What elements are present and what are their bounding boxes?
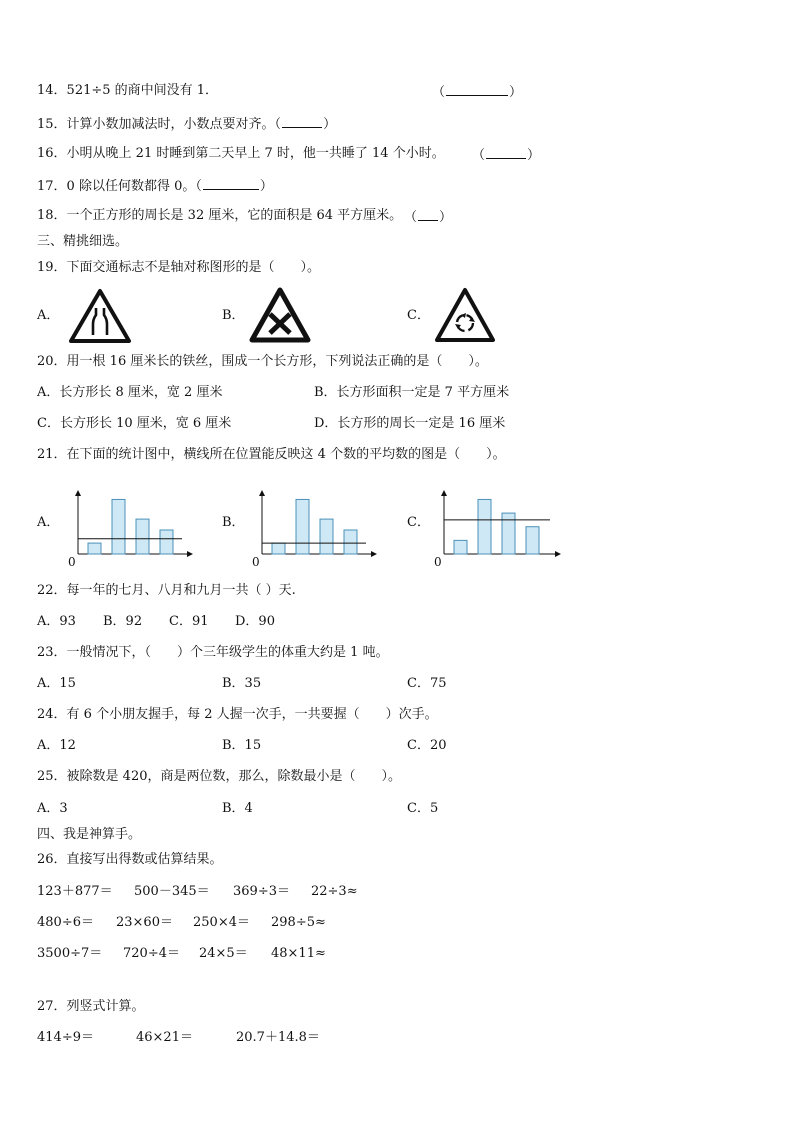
- q22-text: 每一年的七月、八月和九月一共（ ）天.: [66, 583, 296, 598]
- calc-item: 22÷3≈: [311, 884, 358, 899]
- q18-paren-open: （: [404, 210, 418, 225]
- calc-item: 480÷6＝: [37, 915, 94, 930]
- q16-blank[interactable]: [486, 146, 526, 159]
- calc-item: 500－345＝: [134, 884, 210, 899]
- y-axis-arrow: [441, 490, 447, 496]
- q26-num: 26．: [37, 852, 67, 867]
- q24-option-a[interactable]: A．12: [37, 738, 76, 753]
- calc-item: 414÷9＝: [37, 1030, 94, 1045]
- q14-paren-open: （: [432, 85, 446, 100]
- question-25: [37, 769, 401, 785]
- q16-paren-open: （: [472, 148, 486, 163]
- question-24: [37, 707, 438, 723]
- q22-option-b[interactable]: B．92: [103, 614, 143, 629]
- calc-item: 20.7＋14.8＝: [236, 1030, 320, 1045]
- q20-num: 20．: [37, 354, 67, 369]
- question-26: [37, 852, 223, 868]
- calc-item: 23×60＝: [116, 915, 173, 930]
- chart-bar: [112, 499, 125, 554]
- calc-item: 123＋877＝: [37, 884, 113, 899]
- chart-bar: [344, 530, 357, 554]
- origin-label: 0: [434, 555, 442, 568]
- x-axis-arrow: [187, 551, 193, 557]
- q18-num: 18．: [37, 208, 67, 223]
- chart-c-svg: [432, 486, 564, 568]
- q15-blank[interactable]: [282, 115, 322, 128]
- question-16: [37, 146, 445, 162]
- x-axis-arrow: [555, 551, 561, 557]
- q21-option-b[interactable]: B．: [222, 515, 245, 530]
- chart-a-svg: [66, 486, 196, 568]
- q16-num: 16．: [37, 146, 67, 161]
- q21-num: 21．: [37, 447, 67, 462]
- calc-item: 720÷4＝: [123, 946, 180, 961]
- q26-text: 直接写出得数或估算结果。: [66, 852, 223, 867]
- section-3-heading: 三、精挑细选。: [37, 234, 129, 249]
- q16-text: 小明从晚上 21 时睡到第二天早上 7 时，他一共睡了 14 个小时。: [66, 146, 445, 161]
- q25-option-b[interactable]: B．4: [222, 801, 253, 816]
- q15-text: 计算小数加减法时，小数点要对齐。（: [66, 117, 282, 132]
- calc-item: 369÷3＝: [233, 884, 290, 899]
- q19-text: 下面交通标志不是轴对称图形的是（ ）。: [66, 260, 321, 275]
- question-18: [37, 208, 402, 224]
- q23-num: 23．: [37, 645, 67, 660]
- q14-blank[interactable]: [446, 83, 508, 96]
- q20-option-b[interactable]: B．长方形面积一定是 7 平方厘米: [314, 385, 510, 400]
- question-19: [37, 260, 320, 276]
- q25-option-a[interactable]: A．3: [37, 801, 68, 816]
- question-15: [37, 115, 336, 133]
- q21-text: 在下面的统计图中，横线所在位置能反映这 4 个数的平均数的图是（ ）。: [66, 447, 506, 462]
- q17-text: 0 除以任何数都得 0。（: [66, 179, 202, 194]
- q17-num: 17．: [37, 179, 67, 194]
- q23-option-b[interactable]: B．35: [222, 676, 262, 691]
- calc-item: 298÷5≈: [271, 915, 326, 930]
- q19-option-c[interactable]: C．: [407, 308, 430, 323]
- chart-b: [250, 486, 380, 572]
- q16-paren-close: ）: [527, 148, 541, 163]
- chart-bar: [526, 527, 539, 554]
- q16-answer: [472, 146, 540, 164]
- q24-text: 有 6 个小朋友握手，每 2 人握一次手，一共要握（ ）次手。: [66, 707, 438, 722]
- y-axis-arrow: [75, 490, 81, 496]
- question-20: [37, 354, 488, 370]
- q17-paren-close: ）: [259, 179, 273, 194]
- y-axis-arrow: [259, 490, 265, 496]
- x-axis-arrow: [371, 551, 377, 557]
- q20-option-a[interactable]: A．长方形长 8 厘米，宽 2 厘米: [37, 385, 223, 400]
- calc-item: 46×21＝: [136, 1030, 193, 1045]
- q22-option-c[interactable]: C．91: [169, 614, 209, 629]
- q25-text: 被除数是 420，商是两位数，那么，除数最小是（ ）。: [66, 769, 401, 784]
- q18-paren-close: ）: [439, 210, 453, 225]
- roundabout-sign-icon: [434, 287, 496, 347]
- q14-text: 521÷5 的商中间没有 1．: [66, 83, 219, 98]
- chart-bar: [136, 519, 149, 554]
- calc-item: 3500÷7＝: [37, 946, 103, 961]
- chart-bar: [454, 540, 467, 554]
- q23-option-c[interactable]: C．75: [407, 676, 447, 691]
- question-21: [37, 447, 506, 463]
- question-17: [37, 177, 273, 195]
- origin-label: 0: [68, 555, 76, 568]
- chart-b-svg: [250, 486, 380, 568]
- question-27: [37, 999, 145, 1015]
- q18-blank[interactable]: [418, 208, 438, 221]
- crossroads-x-sign-icon: [249, 287, 311, 347]
- question-22: [37, 583, 296, 599]
- q24-num: 24．: [37, 707, 67, 722]
- chart-bar: [88, 543, 101, 554]
- origin-label: 0: [252, 555, 260, 568]
- chart-bar: [478, 499, 491, 554]
- chart-bar: [502, 513, 515, 554]
- chart-bar: [160, 530, 173, 554]
- q22-option-d[interactable]: D．90: [235, 614, 275, 629]
- q15-num: 15．: [37, 117, 67, 132]
- q23-option-a[interactable]: A．15: [37, 676, 76, 691]
- q25-num: 25．: [37, 769, 67, 784]
- q15-paren-close: ）: [323, 117, 337, 132]
- q24-option-c[interactable]: C．20: [407, 738, 447, 753]
- calc-item: 48×11≈: [271, 946, 326, 961]
- q14-answer: [432, 83, 522, 101]
- q20-option-c[interactable]: C．长方形长 10 厘米，宽 6 厘米: [37, 416, 232, 431]
- chart-c: [432, 486, 564, 572]
- q22-num: 22．: [37, 583, 67, 598]
- q14-num: 14．: [37, 83, 67, 98]
- q21-option-c[interactable]: C．: [407, 515, 430, 530]
- chart-bar: [320, 519, 333, 554]
- section-4-heading: 四、我是神算手。: [37, 827, 142, 842]
- q21-option-a[interactable]: A．: [37, 515, 60, 530]
- q18-text: 一个正方形的周长是 32 厘米，它的面积是 64 平方厘米。: [66, 208, 403, 223]
- q25-option-c[interactable]: C．5: [407, 801, 439, 816]
- q14-paren-close: ）: [509, 85, 523, 100]
- q17-blank[interactable]: [203, 177, 259, 190]
- q24-option-b[interactable]: B．15: [222, 738, 262, 753]
- q27-text: 列竖式计算。: [66, 999, 145, 1014]
- q27-num: 27．: [37, 999, 67, 1014]
- q19-option-b[interactable]: B．: [222, 308, 245, 323]
- question-23: [37, 645, 389, 661]
- q20-option-d[interactable]: D．长方形的周长一定是 16 厘米: [314, 416, 506, 431]
- calc-item: 250×4＝: [193, 915, 250, 930]
- narrowing-road-sign-icon: [68, 288, 132, 348]
- q19-num: 19．: [37, 260, 67, 275]
- q23-text: 一般情况下，（ ）个三年级学生的体重大约是 1 吨。: [66, 645, 389, 660]
- q19-option-a[interactable]: A．: [37, 308, 60, 323]
- chart-bar: [296, 499, 309, 554]
- q18-answer: [404, 208, 452, 226]
- chart-bar: [272, 543, 285, 554]
- q22-option-a[interactable]: A．93: [37, 614, 76, 629]
- q20-text: 用一根 16 厘米长的铁丝，围成一个长方形，下列说法正确的是（ ）。: [66, 354, 488, 369]
- calc-item: 24×5＝: [199, 946, 248, 961]
- chart-a: [66, 486, 196, 572]
- question-14: [37, 83, 218, 99]
